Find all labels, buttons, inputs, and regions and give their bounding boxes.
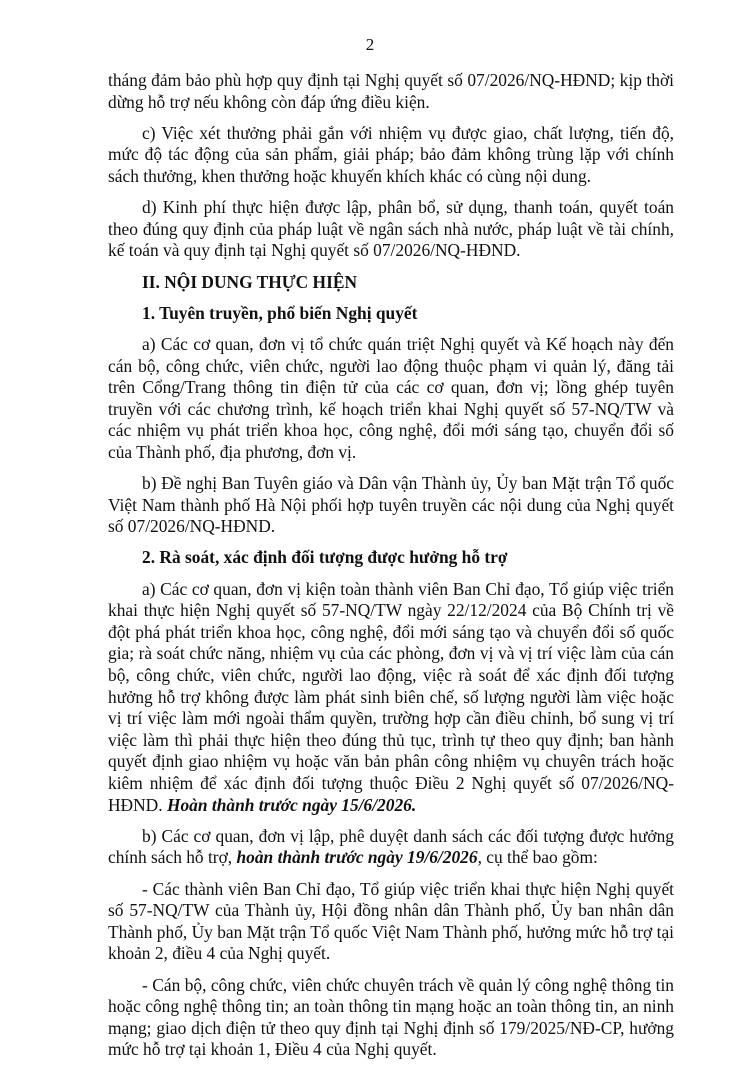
paragraph-d: d) Kinh phí thực hiện được lập, phân bổ, sử dụng, thanh toán, quyết toán theo đúng quy định của pháp luật về ngân sách nhà nước, pháp luật về tài chính, kế toán và quy định tại Nghị quyết số 07/2026/NQ-HĐND.	[108, 197, 674, 261]
deadline-2a: Hoàn thành trước ngày 15/6/2026.	[166, 794, 417, 815]
paragraph-continuation: tháng đảm bảo phù hợp quy định tại Nghị quyết số 07/2026/NQ-HĐND; kịp thời dừng hỗ trợ nếu không còn đáp ứng điều kiện.	[108, 70, 674, 112]
paragraph-2a	[108, 579, 674, 817]
paragraph-2a-text: a) Các cơ quan, đơn vị kiện toàn thành viên Ban Chỉ đạo, Tổ giúp việc triển khai thực hiện Nghị quyết số 57-NQ/TW ngày 22/12/2024 của Bộ Chính trị về đột phá phát triển khoa học, công nghệ, đổi mới sáng tạo và chuyển đổi số quốc gia; rà soát chức năng, nhiệm vụ của các phòng, đơn vị và vị trí việc làm của cán bộ, công chức, viên chức, người lao động, việc rà soát để xác định đối tượng hưởng hỗ trợ không được làm phát sinh biên chế, số lượng người làm việc hoặc vị trí việc làm mới ngoài thẩm quyền, trường hợp cần điều chỉnh, bổ sung vị trí việc làm thì phải thực hiện theo đúng thủ tục, trình tự theo quy định; ban hành quyết định giao nhiệm vụ hoặc văn bản phân công nhiệm vụ chuyên trách hoặc kiêm nhiệm để xác định đối tượng thuộc Điều 2 Nghị quyết số 07/2026/NQ-HĐND.	[108, 578, 674, 815]
paragraph-1a: a) Các cơ quan, đơn vị tổ chức quán triệt Nghị quyết và Kế hoạch này đến cán bộ, công chức, viên chức, người lao động thuộc phạm vi quản lý, đăng tải trên Cổng/Trang thông tin điện tử của các cơ quan, đơn vị; lồng ghép tuyên truyền với các chương trình, kế hoạch triển khai Nghị quyết số 57-NQ/TW và các nhiệm vụ phát triển khoa học, công nghệ, đổi mới sáng tạo, chuyển đổi số của Thành phố, địa phương, đơn vị.	[108, 333, 674, 462]
paragraph-2b-tail: , cụ thể bao gồm:	[477, 847, 598, 868]
bullet-item-2: - Cán bộ, công chức, viên chức chuyên trách về quản lý công nghệ thông tin hoặc công nghệ thông tin; an toàn thông tin mạng hoặc an toàn thông tin, an ninh mạng; giao dịch điện tử theo quy định tại Nghị định số 179/2025/NĐ-CP, hưởng mức hỗ trợ tại khoản 1, Điều 4 của Nghị quyết.	[108, 974, 674, 1060]
deadline-2b: hoàn thành trước ngày 19/6/2026	[236, 847, 478, 868]
section-heading: II. NỘI DUNG THỰC HIỆN	[142, 271, 357, 292]
bullet-item-1: - Các thành viên Ban Chỉ đạo, Tổ giúp việc triển khai thực hiện Nghị quyết số 57-NQ/TW của Thành ủy, Hội đồng nhân dân Thành phố, Ủy ban nhân dân Thành phố, Ủy ban Mặt trận Tổ quốc Việt Nam Thành phố, hưởng mức hỗ trợ tại khoản 2, điều 4 của Nghị quyết.	[108, 878, 674, 964]
paragraph-c: c) Việc xét thưởng phải gắn với nhiệm vụ được giao, chất lượng, tiến độ, mức độ tác động của sản phẩm, giải pháp; bảo đảm không trùng lặp với chính sách thưởng, khen thưởng hoặc khuyến khích khác có cùng nội dung.	[108, 122, 674, 186]
document-body	[108, 70, 674, 1070]
paragraph-1b: b) Đề nghị Ban Tuyên giáo và Dân vận Thành ủy, Ủy ban Mặt trận Tổ quốc Việt Nam thành phố Hà Nội phối hợp tuyên truyền các nội dung của Nghị quyết số 07/2026/NQ-HĐND.	[108, 473, 674, 537]
subsection-heading-1: 1. Tuyên truyền, phổ biến Nghị quyết	[142, 302, 418, 323]
page-number: 2	[365, 35, 375, 54]
paragraph-2b	[108, 826, 674, 869]
paragraph-2b-text: b) Các cơ quan, đơn vị lập, phê duyệt danh sách các đối tượng được hưởng chính sách hỗ trợ,	[108, 825, 674, 868]
subsection-heading-2: 2. Rà soát, xác định đối tượng được hưởng hỗ trợ	[142, 547, 508, 568]
